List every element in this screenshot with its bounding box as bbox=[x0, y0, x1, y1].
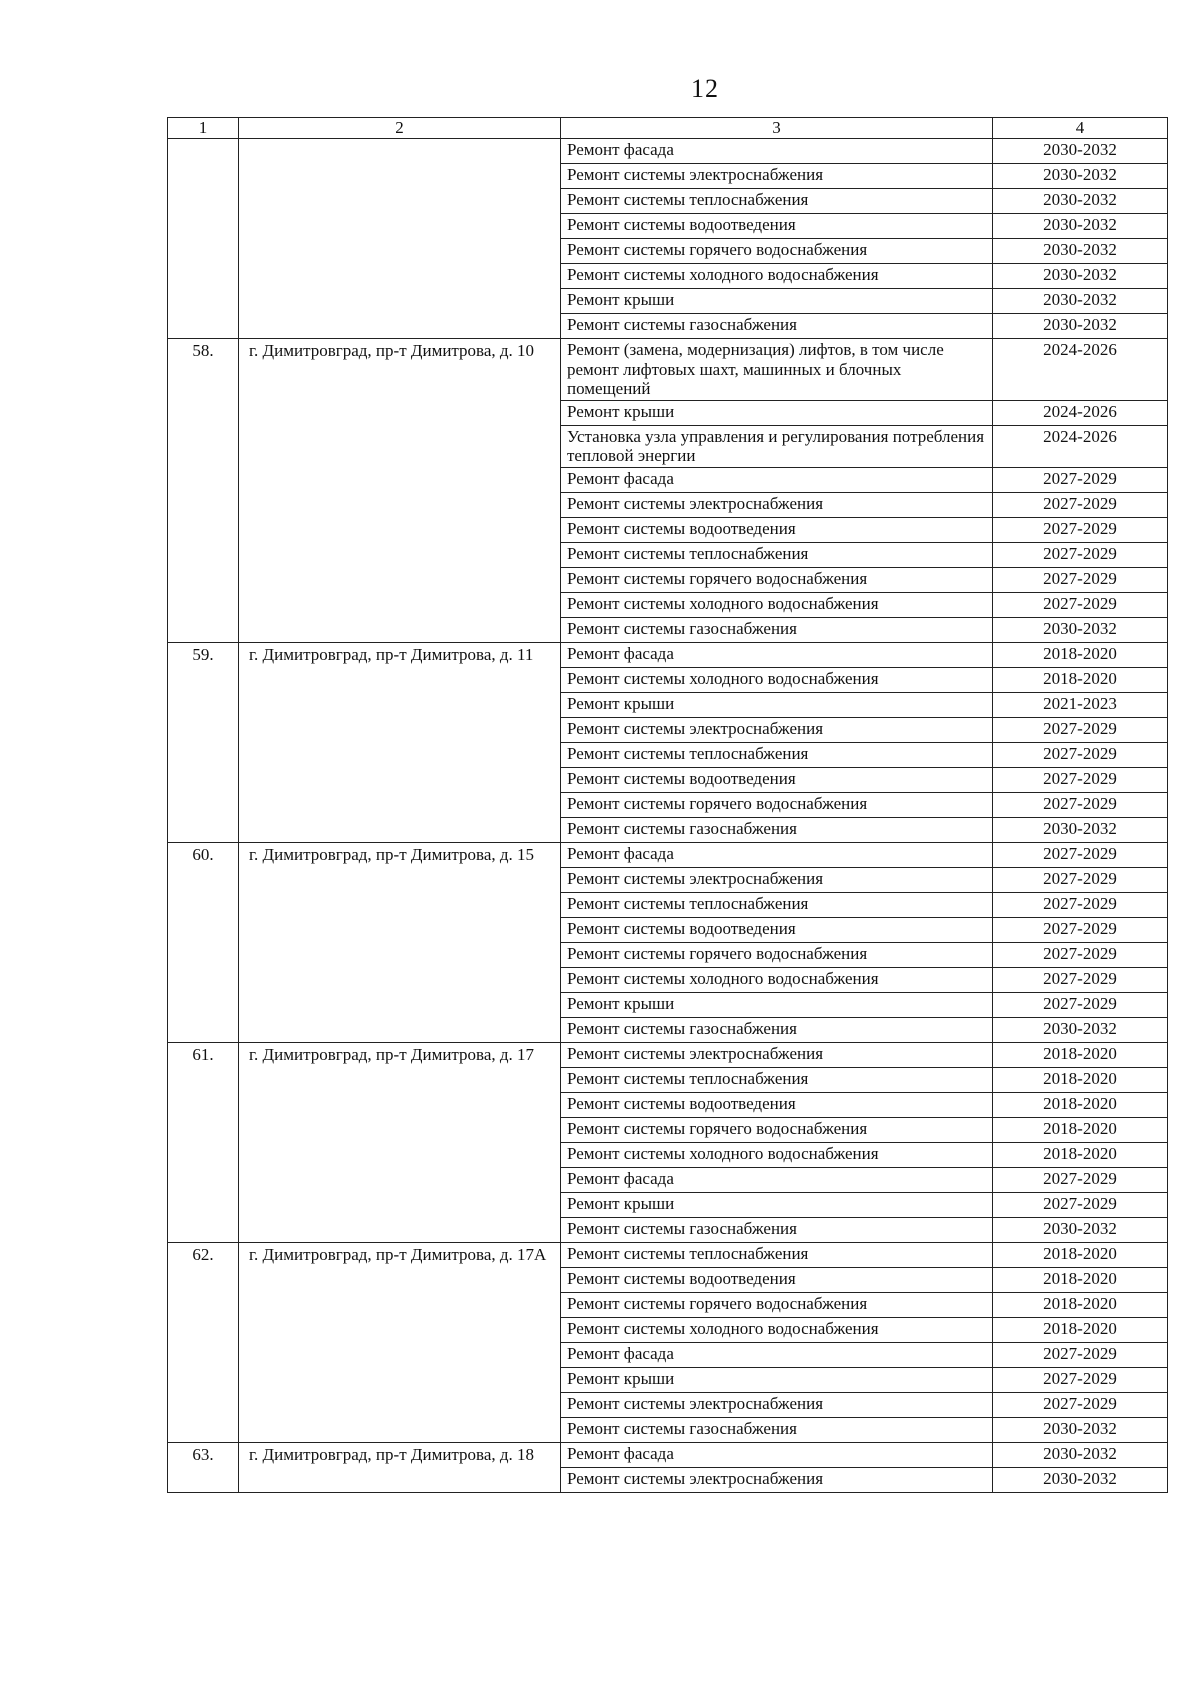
row-number: 59. bbox=[168, 642, 239, 842]
address-cell: г. Димитровград, пр-т Димитрова, д. 11 bbox=[239, 642, 561, 842]
period-cell: 2027-2029 bbox=[993, 867, 1168, 892]
period-cell: 2018-2020 bbox=[993, 1092, 1168, 1117]
period-cell: 2030-2032 bbox=[993, 1467, 1168, 1492]
table-row bbox=[168, 1242, 1168, 1267]
period-cell: 2027-2029 bbox=[993, 917, 1168, 942]
period-cell: 2030-2032 bbox=[993, 1017, 1168, 1042]
period-cell: 2027-2029 bbox=[993, 992, 1168, 1017]
period-cell: 2030-2032 bbox=[993, 164, 1168, 189]
work-type-cell: Ремонт системы водоотведения bbox=[561, 767, 993, 792]
table-header bbox=[168, 118, 1168, 139]
work-type-cell: Ремонт (замена, модернизация) лифтов, в том числе ремонт лифтовых шахт, машинных и блочных помещений bbox=[561, 339, 993, 401]
period-cell: 2030-2032 bbox=[993, 617, 1168, 642]
work-type-cell: Ремонт системы газоснабжения bbox=[561, 617, 993, 642]
work-type-cell: Ремонт системы газоснабжения bbox=[561, 1417, 993, 1442]
table-row bbox=[168, 1042, 1168, 1067]
period-cell: 2018-2020 bbox=[993, 642, 1168, 667]
period-cell: 2030-2032 bbox=[993, 214, 1168, 239]
period-cell: 2018-2020 bbox=[993, 1292, 1168, 1317]
work-type-cell: Ремонт системы горячего водоснабжения bbox=[561, 942, 993, 967]
work-type-cell: Ремонт системы водоотведения bbox=[561, 917, 993, 942]
period-cell: 2027-2029 bbox=[993, 1367, 1168, 1392]
period-cell: 2018-2020 bbox=[993, 1242, 1168, 1267]
address-cell: г. Димитровград, пр-т Димитрова, д. 15 bbox=[239, 842, 561, 1042]
column-header-3: 3 bbox=[561, 118, 993, 139]
work-type-cell: Ремонт системы горячего водоснабжения bbox=[561, 1292, 993, 1317]
period-cell: 2030-2032 bbox=[993, 1417, 1168, 1442]
period-cell: 2021-2023 bbox=[993, 692, 1168, 717]
work-type-cell: Ремонт системы газоснабжения bbox=[561, 1217, 993, 1242]
work-type-cell: Ремонт системы электроснабжения bbox=[561, 717, 993, 742]
work-type-cell: Ремонт фасада bbox=[561, 642, 993, 667]
row-number: 61. bbox=[168, 1042, 239, 1242]
work-type-cell: Ремонт системы холодного водоснабжения bbox=[561, 592, 993, 617]
work-type-cell: Ремонт фасада bbox=[561, 1342, 993, 1367]
work-type-cell: Ремонт системы холодного водоснабжения bbox=[561, 1317, 993, 1342]
period-cell: 2024-2026 bbox=[993, 425, 1168, 467]
period-cell: 2018-2020 bbox=[993, 1067, 1168, 1092]
work-type-cell: Ремонт системы газоснабжения bbox=[561, 817, 993, 842]
period-cell: 2027-2029 bbox=[993, 892, 1168, 917]
row-number bbox=[168, 139, 239, 339]
table-row bbox=[168, 642, 1168, 667]
period-cell: 2027-2029 bbox=[993, 1167, 1168, 1192]
period-cell: 2030-2032 bbox=[993, 817, 1168, 842]
address-cell: г. Димитровград, пр-т Димитрова, д. 10 bbox=[239, 339, 561, 643]
work-type-cell: Ремонт системы теплоснабжения bbox=[561, 892, 993, 917]
work-type-cell: Ремонт системы электроснабжения bbox=[561, 867, 993, 892]
work-type-cell: Ремонт системы водоотведения bbox=[561, 1092, 993, 1117]
work-type-cell: Ремонт системы холодного водоснабжения bbox=[561, 967, 993, 992]
table-body bbox=[168, 139, 1168, 1493]
work-type-cell: Ремонт системы горячего водоснабжения bbox=[561, 567, 993, 592]
address-cell: г. Димитровград, пр-т Димитрова, д. 17А bbox=[239, 1242, 561, 1442]
period-cell: 2030-2032 bbox=[993, 314, 1168, 339]
work-type-cell: Ремонт системы электроснабжения bbox=[561, 164, 993, 189]
period-cell: 2024-2026 bbox=[993, 400, 1168, 425]
table-row bbox=[168, 1442, 1168, 1467]
work-type-cell: Ремонт системы газоснабжения bbox=[561, 1017, 993, 1042]
work-type-cell: Ремонт фасада bbox=[561, 1442, 993, 1467]
period-cell: 2018-2020 bbox=[993, 667, 1168, 692]
period-cell: 2030-2032 bbox=[993, 139, 1168, 164]
period-cell: 2027-2029 bbox=[993, 567, 1168, 592]
column-header-2: 2 bbox=[239, 118, 561, 139]
work-type-cell: Ремонт системы электроснабжения bbox=[561, 492, 993, 517]
period-cell: 2027-2029 bbox=[993, 1392, 1168, 1417]
period-cell: 2030-2032 bbox=[993, 1217, 1168, 1242]
period-cell: 2018-2020 bbox=[993, 1317, 1168, 1342]
column-header-1: 1 bbox=[168, 118, 239, 139]
period-cell: 2027-2029 bbox=[993, 1342, 1168, 1367]
header-row bbox=[168, 118, 1168, 139]
period-cell: 2027-2029 bbox=[993, 492, 1168, 517]
address-cell bbox=[239, 139, 561, 339]
period-cell: 2027-2029 bbox=[993, 467, 1168, 492]
row-number: 60. bbox=[168, 842, 239, 1042]
period-cell: 2027-2029 bbox=[993, 967, 1168, 992]
period-cell: 2030-2032 bbox=[993, 1442, 1168, 1467]
period-cell: 2027-2029 bbox=[993, 1192, 1168, 1217]
work-type-cell: Ремонт фасада bbox=[561, 842, 993, 867]
period-cell: 2030-2032 bbox=[993, 289, 1168, 314]
table-row bbox=[168, 339, 1168, 401]
table-row bbox=[168, 139, 1168, 164]
work-type-cell: Ремонт системы горячего водоснабжения bbox=[561, 1117, 993, 1142]
work-type-cell: Ремонт системы электроснабжения bbox=[561, 1467, 993, 1492]
period-cell: 2027-2029 bbox=[993, 717, 1168, 742]
period-cell: 2030-2032 bbox=[993, 264, 1168, 289]
work-type-cell: Ремонт системы теплоснабжения bbox=[561, 742, 993, 767]
period-cell: 2024-2026 bbox=[993, 339, 1168, 401]
work-type-cell: Ремонт системы теплоснабжения bbox=[561, 1067, 993, 1092]
period-cell: 2018-2020 bbox=[993, 1042, 1168, 1067]
work-type-cell: Ремонт системы горячего водоснабжения bbox=[561, 239, 993, 264]
table-row bbox=[168, 842, 1168, 867]
period-cell: 2027-2029 bbox=[993, 842, 1168, 867]
work-type-cell: Ремонт системы холодного водоснабжения bbox=[561, 667, 993, 692]
work-type-cell: Ремонт крыши bbox=[561, 289, 993, 314]
work-type-cell: Ремонт системы водоотведения bbox=[561, 214, 993, 239]
work-type-cell: Ремонт крыши bbox=[561, 692, 993, 717]
work-type-cell: Ремонт крыши bbox=[561, 1367, 993, 1392]
page-number: 12 bbox=[691, 74, 719, 103]
work-type-cell: Ремонт фасада bbox=[561, 139, 993, 164]
work-type-cell: Ремонт фасада bbox=[561, 467, 993, 492]
period-cell: 2027-2029 bbox=[993, 542, 1168, 567]
period-cell: 2027-2029 bbox=[993, 592, 1168, 617]
work-type-cell: Ремонт системы холодного водоснабжения bbox=[561, 1142, 993, 1167]
work-type-cell: Ремонт системы теплоснабжения bbox=[561, 1242, 993, 1267]
row-number: 58. bbox=[168, 339, 239, 643]
work-type-cell: Ремонт системы электроснабжения bbox=[561, 1392, 993, 1417]
address-cell: г. Димитровград, пр-т Димитрова, д. 18 bbox=[239, 1442, 561, 1492]
period-cell: 2027-2029 bbox=[993, 517, 1168, 542]
work-type-cell: Ремонт системы газоснабжения bbox=[561, 314, 993, 339]
work-type-cell: Ремонт фасада bbox=[561, 1167, 993, 1192]
row-number: 62. bbox=[168, 1242, 239, 1442]
period-cell: 2027-2029 bbox=[993, 792, 1168, 817]
period-cell: 2018-2020 bbox=[993, 1117, 1168, 1142]
address-cell: г. Димитровград, пр-т Димитрова, д. 17 bbox=[239, 1042, 561, 1242]
work-type-cell: Ремонт системы водоотведения bbox=[561, 517, 993, 542]
period-cell: 2027-2029 bbox=[993, 767, 1168, 792]
work-type-cell: Ремонт крыши bbox=[561, 992, 993, 1017]
row-number: 63. bbox=[168, 1442, 239, 1492]
work-type-cell: Ремонт системы холодного водоснабжения bbox=[561, 264, 993, 289]
work-type-cell: Ремонт системы теплоснабжения bbox=[561, 542, 993, 567]
work-type-cell: Ремонт системы водоотведения bbox=[561, 1267, 993, 1292]
period-cell: 2018-2020 bbox=[993, 1142, 1168, 1167]
period-cell: 2030-2032 bbox=[993, 189, 1168, 214]
work-type-cell: Установка узла управления и регулирования потребления тепловой энергии bbox=[561, 425, 993, 467]
work-type-cell: Ремонт системы электроснабжения bbox=[561, 1042, 993, 1067]
period-cell: 2027-2029 bbox=[993, 742, 1168, 767]
work-type-cell: Ремонт системы теплоснабжения bbox=[561, 189, 993, 214]
period-cell: 2030-2032 bbox=[993, 239, 1168, 264]
repair-schedule-table bbox=[167, 117, 1168, 1493]
work-type-cell: Ремонт крыши bbox=[561, 400, 993, 425]
column-header-4: 4 bbox=[993, 118, 1168, 139]
period-cell: 2018-2020 bbox=[993, 1267, 1168, 1292]
work-type-cell: Ремонт крыши bbox=[561, 1192, 993, 1217]
period-cell: 2027-2029 bbox=[993, 942, 1168, 967]
work-type-cell: Ремонт системы горячего водоснабжения bbox=[561, 792, 993, 817]
